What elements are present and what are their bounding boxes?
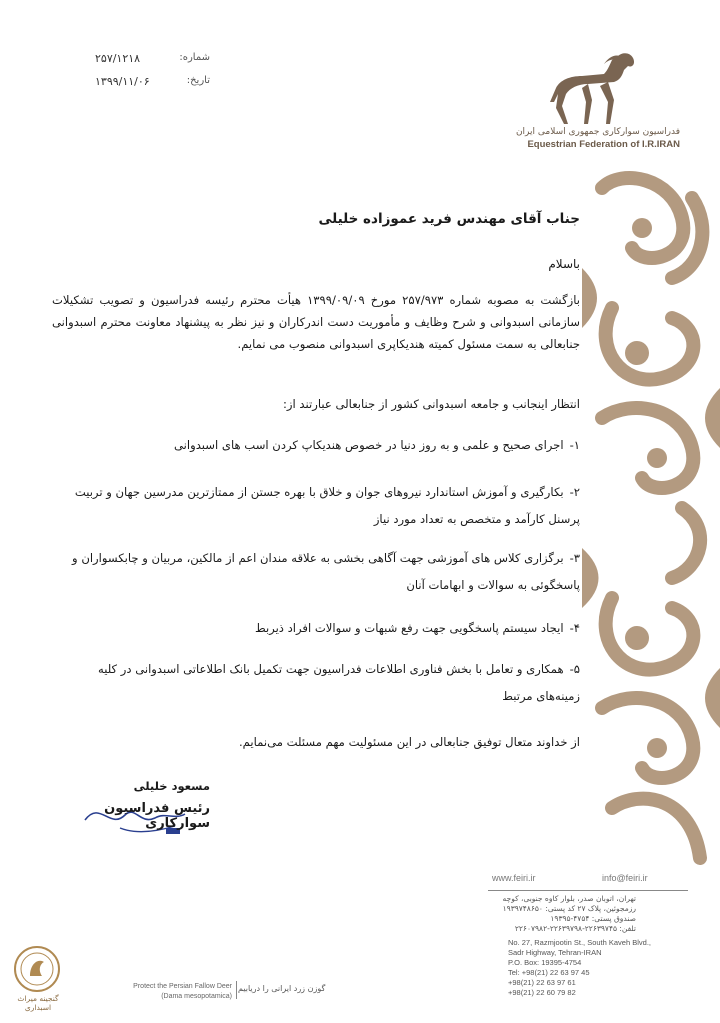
federation-name-fa: فدراسیون سوارکاری جمهوری اسلامی ایران [515,127,680,137]
letter-date-label: تاریخ: [186,75,210,86]
greeting: باسلام [548,257,580,271]
letter-number-row [95,52,210,65]
footer-address-fa-line: تهران، اتوبان صدر، بلوار کاوه جنوبی، کوچه [502,894,636,903]
recipient: جناب آقای مهندس فرید عموزاده خلیلی [318,211,580,227]
list-item-text: برگزاری کلاس های آموزشی جهت آگاهی بخشی به علاقه مندان اعم از مالکین، مربیان و چابکسواران و پاسخگوئی به سوالات و ابهامات آنان [72,551,580,592]
signer-name: مسعود خلیلی [133,779,210,793]
heritage-seal-icon [12,944,62,994]
deer-campaign-latin: (Dama mesopotamica) [161,993,232,1000]
letter-number-value: ۲۵۷/۱۲۱۸ [95,52,141,65]
list-item-number: ۳- [569,551,580,565]
list-item-text: بکارگیری و آموزش استاندارد نیروهای جوان و خلاق با بهره جستن از ممتازترین مدرسین جهان و تربیت پرسنل کارآمد و متخصص به تعداد مورد نیاز [74,485,580,526]
footer-email: info@feiri.ir [602,873,648,883]
list-item-number: ۴- [569,621,580,635]
list-item [52,479,580,533]
deer-campaign-fa: گوزن زرد ایرانی را دریابیم [238,984,326,993]
footer-fax: +98(21) 22 60 79 82 [508,988,576,997]
footer-divider [488,890,688,891]
list-item [52,432,580,459]
signer-title: رئیس فدراسیون سوارکاری [104,801,210,831]
federation-name-en: Equestrian Federation of I.R.IRAN [527,139,680,150]
deer-campaign-en-line: Protect the Persian Fallow Deer [133,983,232,990]
list-item [52,545,580,599]
footer-tel: Tel: +98(21) 22 63 97 45 [508,968,590,977]
footer-address-en-line: No. 27, Razmjootin St., South Kaveh Blvd., [508,938,651,947]
intro-paragraph: بازگشت به مصوبه شماره ۲۵۷/۹۷۳ مورخ ۱۳۹۹/۰۹/۰۹ هیأت محترم رئیسه فدراسیون و تصویب تشکیلات سازمانی اسبدوانی و شرح وظایف و مأموریت دست اندرکاران و نیز نظر به پیشنهاد معاونت محترم اسبدوانی جنابعالی به سمت مسئول کمیته هندیکاپری اسبدوانی منصوب می نمایم. [52,293,581,351]
footer-address-en-line: P.O. Box: 19395-4754 [508,958,582,967]
list-item-number: ۵- [569,662,580,676]
list-item-number: ۱- [569,438,580,452]
letter-number-label: شماره: [179,52,210,63]
decorative-ornament-icon [582,168,720,868]
footer-address-en [508,938,688,998]
closing-sentence: از خداوند متعال توفیق جنابعالی در این مسئولیت مهم مسئلت می‌نمایم. [239,735,580,749]
footer-phones-fa: تلفن: ۲۲۶۳۹۷۴۵-۲۲۶۳۹۷۹۸-۲۲۶۰۷۹۸۲ [514,924,636,933]
list-item-text: اجرای صحیح و علمی و به روز دنیا در خصوص هندیکاپ کردن اسب های اسبدوانی [173,438,564,452]
horse-logo-icon [548,50,648,126]
expectation-paragraph: انتظار اینجانب و جامعه اسبدوانی کشور از جنابعالی عبارتند از: [283,397,580,411]
list-item-text: ایجاد سیستم پاسخگویی جهت رفع شبهات و سوالات افراد ذیربط [254,621,564,635]
footer-address-en-line: Sadr Highway, Tehran-IRAN [508,948,602,957]
letter-date-value: ۱۳۹۹/۱۱/۰۶ [95,75,150,88]
list-item-text: همکاری و تعامل با بخش فناوری اطلاعات فدراسیون جهت تکمیل بانک اطلاعاتی اسبدوانی در کلیه زمینه‌های مرتبط [97,662,580,703]
list-item-number: ۲- [569,485,580,499]
footer-address-fa-line: رزمجوئین، پلاک ۲۷ کد پستی: ۱۹۳۹۷۴۸۶۵۰ [502,904,636,913]
deer-campaign-en [82,982,232,1002]
footer-website: www.feiri.ir [492,873,536,883]
deer-divider [236,981,237,999]
seal-caption: گنجینه میراث اسبداری [17,994,59,1012]
footer-address-fa-line: صندوق پستی: ۴۷۵۴-۱۹۳۹۵ [550,914,636,923]
footer-tel: +98(21) 22 63 97 61 [508,978,576,987]
list-item [52,656,580,710]
footer-address-fa [476,894,636,934]
letter-date-row [95,75,210,88]
list-item [52,615,580,642]
